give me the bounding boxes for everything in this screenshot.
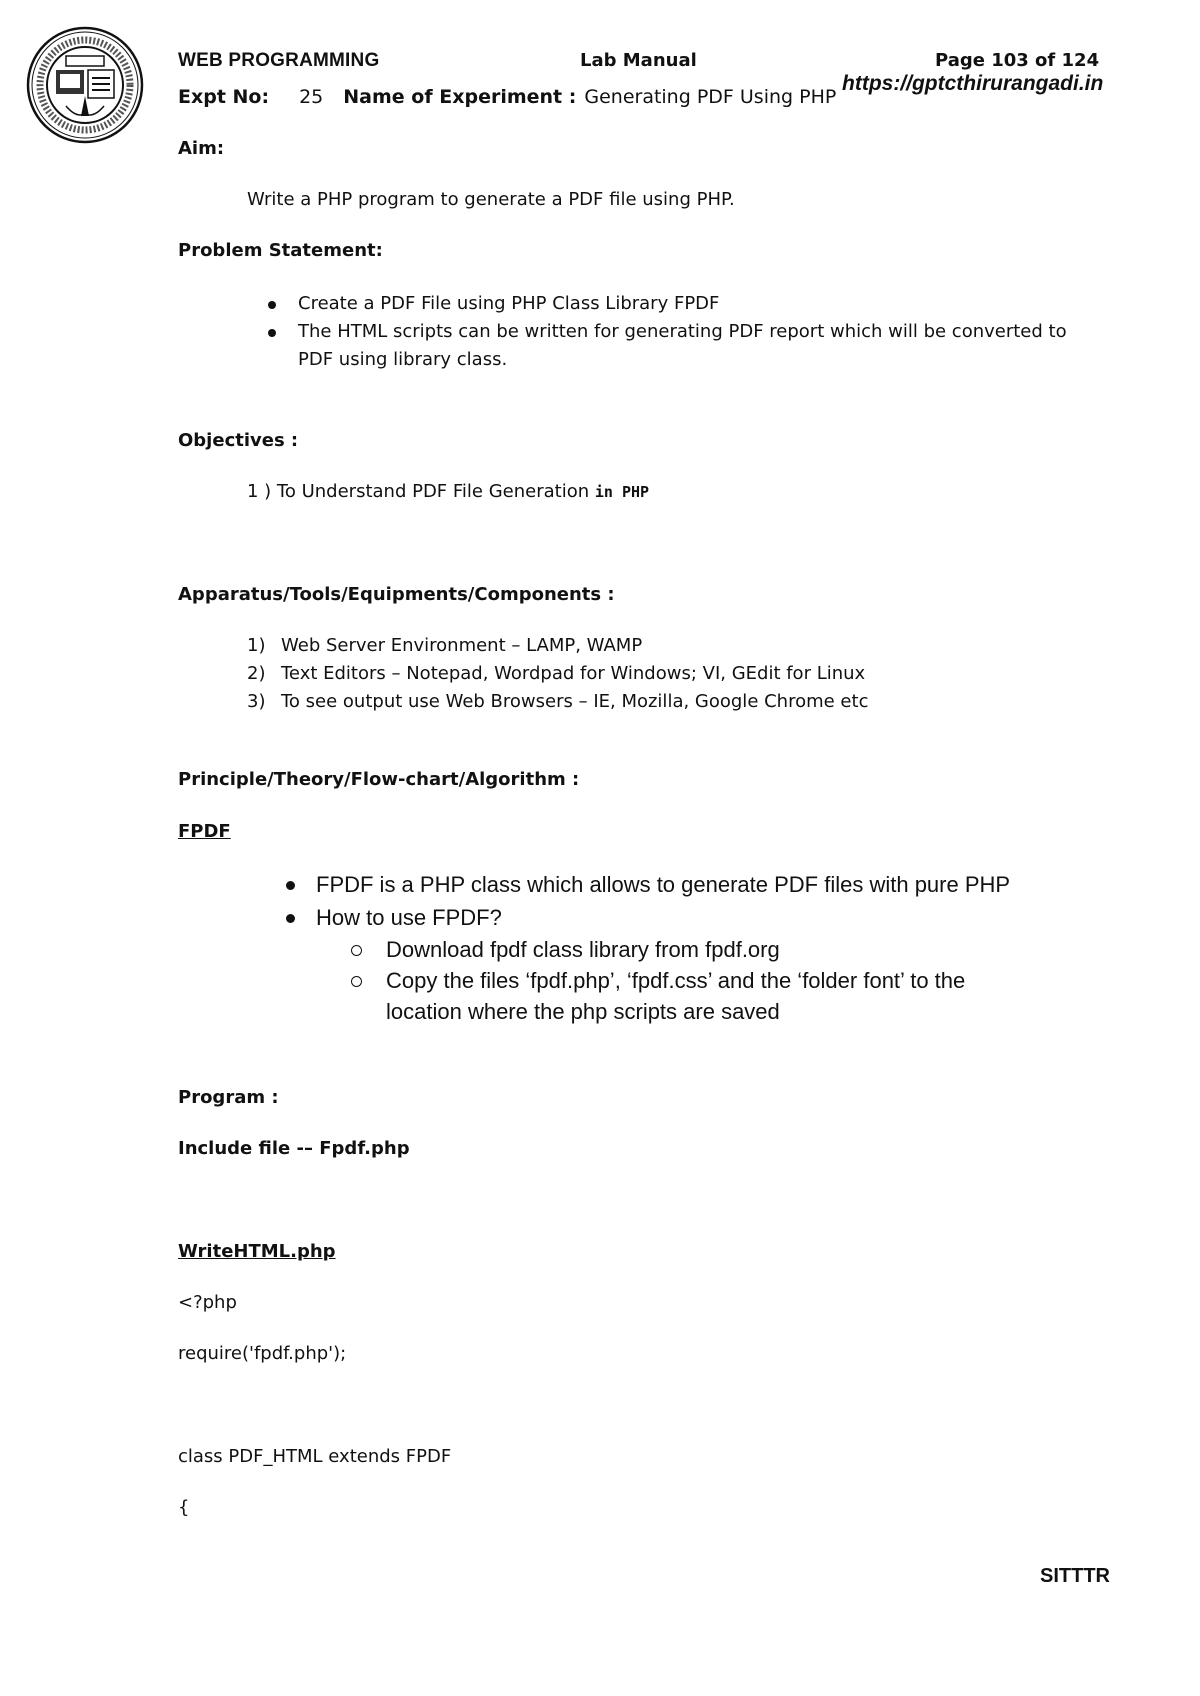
experiment-name-value: Generating PDF Using PHP [584, 86, 837, 108]
problem-list [264, 290, 1124, 374]
apparatus-heading: Apparatus/Tools/Equipments/Components : [178, 584, 615, 605]
list-item: 2) Text Editors – Notepad, Wordpad for Windows; VI, GEdit for Linux [247, 663, 866, 684]
course-title: WEB PROGRAMMING [178, 50, 380, 71]
list-item: Download fpdf class library from fpdf.org [316, 934, 1122, 965]
expt-no-value: 25 [299, 86, 324, 108]
bullet-icon [268, 329, 276, 337]
footer-label: SITTTR [1040, 1565, 1110, 1587]
college-seal-logo [26, 26, 144, 144]
list-item: 1) Web Server Environment – LAMP, WAMP [247, 635, 643, 656]
expt-no-label: Expt No: [178, 86, 270, 108]
principle-heading: Principle/Theory/Flow-chart/Algorithm : [178, 769, 580, 790]
list-item: How to use FPDF? Download fpdf class library from fpdf.org Copy the files ‘fpdf.php’, ‘fpdf.css’ and the ‘folder font’ to the location where the php scripts are saved [282, 901, 1122, 1027]
code-line: require('fpdf.php'); [178, 1343, 347, 1364]
fpdf-subheading: FPDF [178, 821, 231, 842]
website-url: https://gptcthirurangadi.in [842, 72, 1104, 95]
aim-heading: Aim: [178, 138, 225, 159]
include-file-line: Include file -– Fpdf.php [178, 1138, 410, 1159]
page-number: Page 103 of 124 [935, 50, 1100, 71]
aim-text: Write a PHP program to generate a PDF file using PHP. [247, 189, 735, 210]
objectives-heading: Objectives : [178, 430, 299, 451]
list-item: FPDF is a PHP class which allows to generate PDF files with pure PHP [282, 868, 1122, 901]
bullet-icon [268, 301, 276, 309]
bullet-icon [286, 914, 295, 923]
list-item: 3) To see output use Web Browsers – IE, Mozilla, Google Chrome etc [247, 691, 869, 712]
code-line: { [178, 1497, 190, 1518]
list-item: The HTML scripts can be written for generating PDF report which will be converted to PDF using library class. [264, 318, 1124, 374]
manual-label: Lab Manual [580, 50, 697, 71]
program-heading: Program : [178, 1087, 279, 1108]
code-file-title: WriteHTML.php [178, 1241, 336, 1262]
circle-bullet-icon [351, 945, 362, 956]
fpdf-sublist [316, 934, 1122, 1027]
list-item: Copy the files ‘fpdf.php’, ‘fpdf.css’ and the ‘folder font’ to the location where the php scripts are saved [316, 965, 1122, 1027]
fpdf-list [282, 868, 1122, 1027]
experiment-line [178, 86, 836, 108]
apparatus-list [247, 632, 868, 716]
objective-item: 1 ) To Understand PDF File Generation in PHP [247, 481, 650, 502]
bullet-icon [286, 881, 295, 890]
code-line: class PDF_HTML extends FPDF [178, 1446, 452, 1467]
circle-bullet-icon [351, 976, 362, 987]
list-item: Create a PDF File using PHP Class Library FPDF [264, 290, 1124, 318]
experiment-name-label: Name of Experiment : [343, 86, 577, 108]
code-line: <?php [178, 1292, 237, 1313]
problem-heading: Problem Statement: [178, 240, 383, 261]
